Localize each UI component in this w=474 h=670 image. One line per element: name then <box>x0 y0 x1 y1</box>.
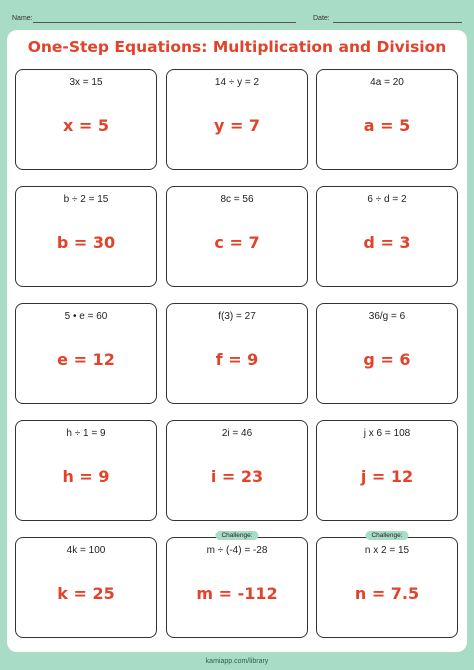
problem-card <box>166 532 308 638</box>
name-field-line[interactable] <box>33 22 296 23</box>
challenge-badge: Challenge: <box>215 531 258 540</box>
equation-text: 36/g = 6 <box>368 311 406 322</box>
equation-text: 2i = 46 <box>221 428 253 439</box>
answer-text: k = 25 <box>57 584 115 603</box>
answer-text: e = 12 <box>57 350 115 369</box>
problem-card <box>15 69 157 170</box>
problem-card <box>15 420 157 521</box>
answer-text: g = 6 <box>363 350 411 369</box>
problem-card <box>166 303 308 404</box>
answer-text: a = 5 <box>363 116 411 135</box>
answer-text: x = 5 <box>63 116 109 135</box>
name-label: Name: <box>12 15 33 22</box>
problem-card <box>166 186 308 287</box>
answer-text: c = 7 <box>214 233 260 252</box>
problem-card <box>316 532 458 638</box>
challenge-badge: Challenge: <box>365 531 408 540</box>
problem-card <box>316 420 458 521</box>
header <box>0 0 474 30</box>
answer-text: b = 30 <box>56 233 116 252</box>
equation-text: 6 ÷ d = 2 <box>367 194 407 205</box>
equation-text: 4a = 20 <box>370 77 404 88</box>
date-label: Date: <box>313 15 330 22</box>
equation-text: 8c = 56 <box>220 194 254 205</box>
equation-text: m ÷ (-4) = -28 <box>206 545 268 556</box>
problem-card <box>316 303 458 404</box>
equation-text: b ÷ 2 = 15 <box>63 194 109 205</box>
worksheet <box>7 30 467 652</box>
equation-text: 3x = 15 <box>69 77 103 88</box>
answer-text: m = -112 <box>196 584 278 603</box>
problem-card <box>316 186 458 287</box>
worksheet-title: One-Step Equations: Multiplication and Division <box>27 38 447 56</box>
problem-card <box>15 186 157 287</box>
answer-text: i = 23 <box>210 467 264 486</box>
problem-card <box>166 69 308 170</box>
problem-card <box>166 420 308 521</box>
answer-text: h = 9 <box>62 467 110 486</box>
problem-card <box>15 537 157 638</box>
answer-text: f = 9 <box>215 350 259 369</box>
problem-card <box>15 303 157 404</box>
footer-url[interactable]: kamiapp.com/library <box>205 658 269 665</box>
date-field-line[interactable] <box>333 22 462 23</box>
answer-text: j = 12 <box>360 467 414 486</box>
answer-text: d = 3 <box>363 233 411 252</box>
equation-text: h ÷ 1 = 9 <box>66 428 106 439</box>
equation-text: j x 6 = 108 <box>363 428 411 439</box>
problem-card <box>316 69 458 170</box>
answer-text: y = 7 <box>213 116 261 135</box>
equation-text: 4k = 100 <box>66 545 106 556</box>
equation-text: 14 ÷ y = 2 <box>214 77 260 88</box>
equation-text: f(3) = 27 <box>218 311 256 322</box>
answer-text: n = 7.5 <box>354 584 420 603</box>
equation-text: n x 2 = 15 <box>364 545 410 556</box>
equation-text: 5 • e = 60 <box>64 311 108 322</box>
